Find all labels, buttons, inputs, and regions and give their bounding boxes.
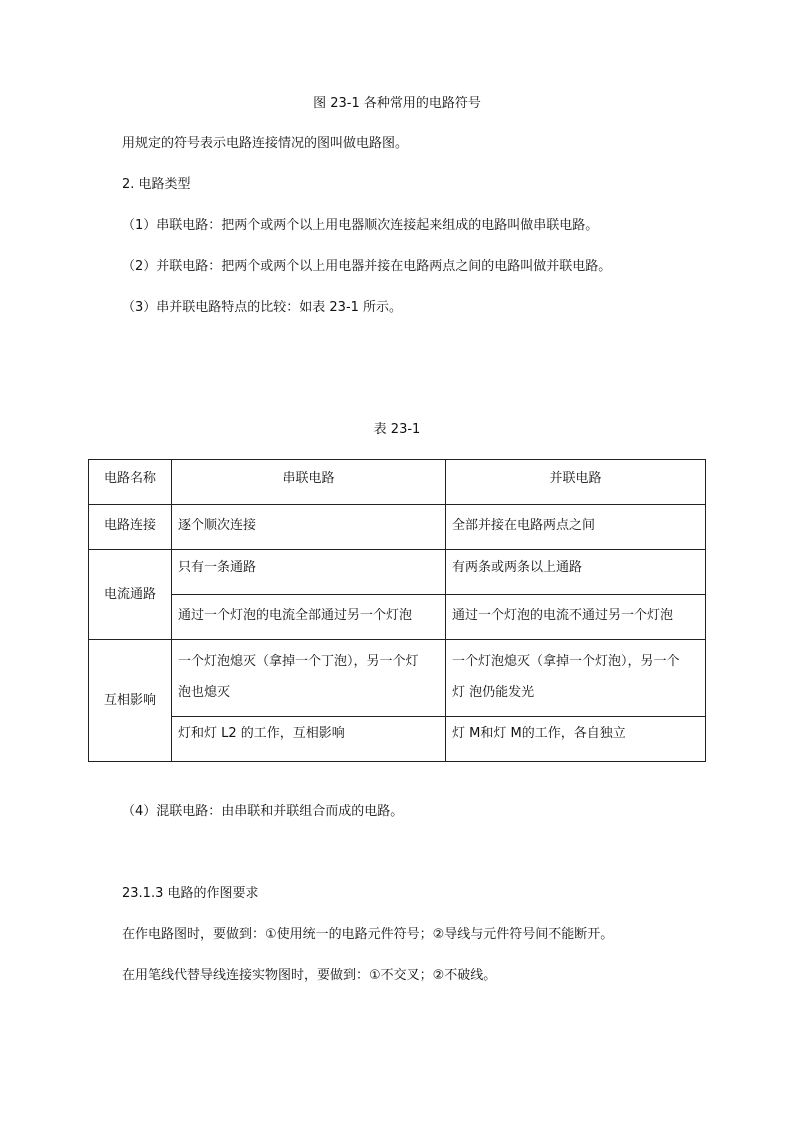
- table-caption: 表 23-1: [373, 422, 421, 437]
- table-row: [89, 595, 706, 640]
- header-series: 串联电路: [172, 460, 446, 505]
- cell-line: 泡也熄灭: [178, 685, 231, 700]
- cell-line: 一个灯泡熄灭（拿掉一个丁泡），另一个灯: [178, 654, 419, 669]
- table-row: [89, 550, 706, 595]
- figure-caption: 图 23-1 各种常用的电路符号: [313, 96, 481, 111]
- cell-line: 灯 泡仍能发光: [452, 685, 535, 700]
- cell-line: 一个灯泡熄灭（拿掉一个灯泡），另一个: [452, 654, 680, 669]
- cell-parallel-connection: 全部并接在电路两点之间: [446, 505, 706, 550]
- row-label-connection: 电路连接: [89, 505, 172, 550]
- row-label-influence: 互相影响: [89, 640, 172, 762]
- header-parallel: 并联电路: [446, 460, 706, 505]
- section-heading-drawing-requirements: 23.1.3 电路的作图要求: [122, 886, 259, 901]
- cell-parallel-current-a: 有两条或两条以上通路: [446, 550, 706, 595]
- cell-series-current-a: 只有一条通路: [172, 550, 446, 595]
- cell-parallel-influence-a: [446, 640, 706, 717]
- paragraph-comparison: （3）串并联电路特点的比较：如表 23-1 所示。: [122, 300, 403, 315]
- cell-series-current-b: 通过一个灯泡的电流全部通过另一个灯泡: [172, 595, 446, 640]
- table-row: [89, 717, 706, 762]
- paragraph-series-circuit: （1）串联电路：把两个或两个以上用电器顺次连接起来组成的电路叫做串联电路。: [122, 218, 599, 233]
- cell-series-influence-a: [172, 640, 446, 717]
- paragraph-drawing-rule-2: 在用笔线代替导线连接实物图时，要做到：①不交叉；②不破线。: [122, 968, 497, 983]
- header-circuit-name: 电路名称: [89, 460, 172, 505]
- cell-series-connection: 逐个顺次连接: [172, 505, 446, 550]
- paragraph-drawing-rule-1: 在作电路图时，要做到：①使用统一的电路元件符号；②导线与元件符号间不能断开。: [122, 927, 614, 942]
- paragraph-circuit-diagram-definition: 用规定的符号表示电路连接情况的图叫做电路图。: [122, 136, 409, 151]
- table-header-row: [89, 460, 706, 505]
- cell-series-influence-b: 灯和灯 L2 的工作，互相影响: [172, 717, 446, 762]
- table-row: [89, 505, 706, 550]
- paragraph-parallel-circuit: （2）并联电路：把两个或两个以上用电器并接在电路两点之间的电路叫做并联电路。: [122, 259, 612, 274]
- cell-parallel-influence-b: 灯 M和灯 M的工作，各自独立: [446, 717, 706, 762]
- table-row: [89, 640, 706, 717]
- cell-parallel-current-b: 通过一个灯泡的电流不通过另一个灯泡: [446, 595, 706, 640]
- row-label-current: 电流通路: [89, 550, 172, 640]
- paragraph-mixed-circuit: （4）混联电路：由串联和并联组合而成的电路。: [122, 804, 404, 819]
- section-heading-circuit-types: 2. 电路类型: [122, 177, 191, 192]
- comparison-table: [88, 459, 706, 762]
